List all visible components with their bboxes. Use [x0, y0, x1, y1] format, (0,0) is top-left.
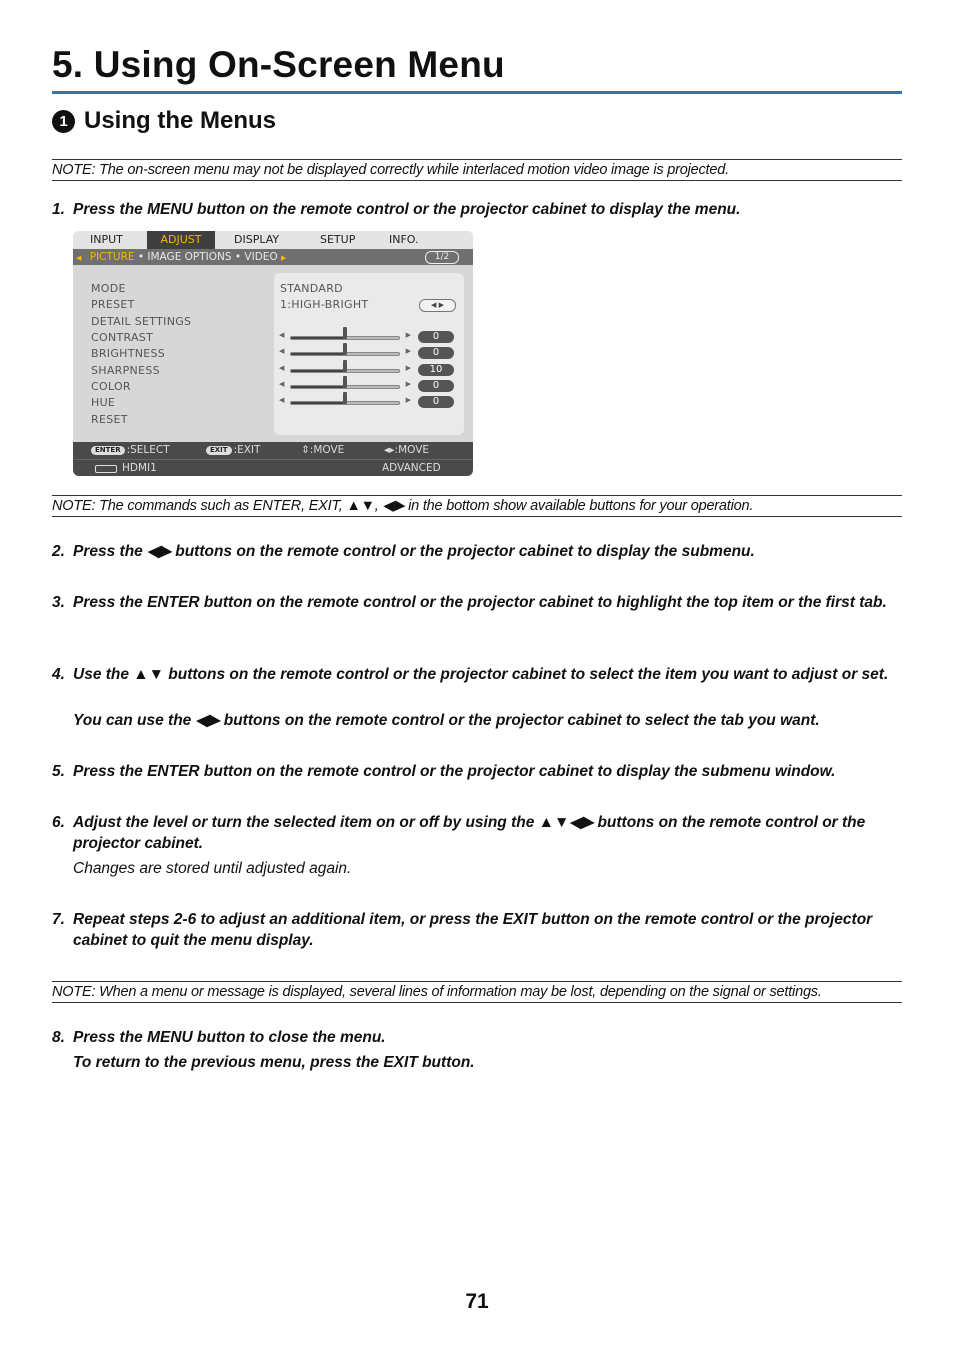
osd-guide-move-updown: ⇕:MOVE — [301, 444, 345, 456]
osd-item-detail-settings: DETAIL SETTINGS — [91, 315, 192, 328]
osd-slider-color — [279, 381, 411, 391]
note-information-loss: NOTE: When a menu or message is displayed, several lines of information may be lost, depending on the signal or settings. — [52, 981, 902, 1003]
right-arrow-icon: ▶ — [405, 364, 411, 372]
step-1 — [52, 199, 902, 220]
chapter-title: 5. Using On-Screen Menu — [52, 44, 505, 85]
osd-tab-bar — [73, 231, 473, 249]
osd-slider-sharpness — [279, 365, 411, 375]
step-text: Press the ENTER button on the remote control or the projector cabinet to highlight the top item or the first tab. — [73, 594, 887, 611]
exit-key-icon: EXIT — [206, 446, 232, 455]
osd-source: HDMI1 — [122, 462, 157, 474]
osd-subtab-others: • IMAGE OPTIONS • VIDEO — [137, 251, 278, 263]
slider-knob — [343, 392, 347, 404]
left-arrow-icon: ◀ — [279, 396, 285, 404]
osd-subtab-bar — [73, 249, 473, 265]
step-5 — [52, 761, 902, 782]
left-arrow-icon: ◀ — [279, 331, 285, 339]
note-commands: NOTE: The commands such as ENTER, EXIT, ▲▼, ◀▶ in the bottom show available buttons for your operation. — [52, 495, 902, 517]
left-arrow-icon: ◀ — [279, 347, 285, 355]
slider-fill — [291, 402, 345, 404]
osd-brightness-value: 0 — [418, 347, 454, 359]
right-arrow-icon: ▶ — [405, 347, 411, 355]
osd-sharpness-value: 10 — [418, 364, 454, 376]
step-number: 7. — [52, 911, 65, 928]
step-number: 5. — [52, 763, 65, 780]
osd-item-preset: PRESET — [91, 298, 135, 311]
section-title — [52, 107, 276, 135]
osd-color-value: 0 — [418, 380, 454, 392]
step-number: 4. — [52, 666, 65, 683]
slider-fill — [291, 370, 345, 372]
osd-mode-value: STANDARD — [280, 282, 343, 295]
page-number: 71 — [465, 1290, 489, 1313]
hdmi-icon — [95, 465, 117, 473]
step-number: 1. — [52, 201, 65, 218]
step-text: Press the MENU button on the remote control or the projector cabinet to display the menu. — [73, 201, 741, 218]
osd-item-hue: HUE — [91, 396, 116, 409]
osd-tab-setup: SETUP — [320, 233, 356, 246]
step-text: Press the ◀▶ buttons on the remote control or the projector cabinet to display the submenu. — [73, 543, 755, 560]
step-4-subtext: You can use the ◀▶ buttons on the remote control or the projector cabinet to select the tab you want. — [73, 712, 820, 729]
osd-guide-select: ENTER :SELECT — [91, 442, 170, 459]
right-arrow-icon: ▶ — [405, 380, 411, 388]
left-arrow-icon: ◀ — [279, 364, 285, 372]
osd-tab-info: INFO. — [389, 233, 419, 246]
osd-preset-value: 1:HIGH-BRIGHT — [280, 298, 369, 311]
right-arrow-icon: ▶ — [405, 331, 411, 339]
step-number: 3. — [52, 594, 65, 611]
step-7 — [52, 909, 902, 951]
step-text: Repeat steps 2-6 to adjust an additional item, or press the EXIT button on the remote control or the projector cabinet to quit the menu display. — [73, 911, 873, 949]
slider-knob — [343, 376, 347, 388]
right-arrow-icon: ▶ — [405, 396, 411, 404]
right-arrow-icon: ▶ — [281, 254, 287, 262]
section-number-bullet: 1 — [52, 110, 75, 133]
slider-fill — [291, 386, 345, 388]
note-interlaced: NOTE: The on-screen menu may not be displayed correctly while interlaced motion video image is projected. — [52, 159, 902, 181]
osd-page-indicator: 1/2 — [425, 251, 459, 264]
osd-menu-mode: ADVANCED — [382, 462, 441, 474]
step-number: 2. — [52, 543, 65, 560]
slider-knob — [343, 327, 347, 339]
step-6 — [52, 812, 902, 854]
step-2 — [52, 541, 902, 562]
osd-subtab-picture: PICTURE — [89, 251, 135, 263]
osd-tab-adjust: ADJUST — [147, 231, 215, 249]
osd-item-mode: MODE — [91, 282, 126, 295]
osd-item-sharpness: SHARPNESS — [91, 364, 160, 377]
left-arrow-icon: ◀ — [279, 380, 285, 388]
step-text: Adjust the level or turn the selected item on or off by using the ▲▼◀▶ buttons on the remote control or the projector cabinet. — [73, 814, 866, 852]
osd-item-color: COLOR — [91, 380, 131, 393]
enter-key-icon: ENTER — [91, 446, 125, 455]
step-8-subtext: To return to the previous menu, press the EXIT button. — [73, 1054, 475, 1071]
osd-tab-input: INPUT — [90, 233, 123, 246]
osd-guide-exit: EXIT :EXIT — [206, 442, 260, 459]
left-arrow-icon: ◀ — [76, 254, 82, 262]
step-text: Press the MENU button to close the menu. — [73, 1029, 386, 1046]
step-4 — [52, 664, 902, 685]
osd-slider-brightness — [279, 348, 411, 358]
step-8 — [52, 1027, 902, 1048]
osd-status-bar — [73, 459, 473, 476]
step-text: Use the ▲▼ buttons on the remote control or the projector cabinet to select the item you want to adjust or set. — [73, 666, 889, 683]
osd-slider-contrast — [279, 332, 411, 342]
left-right-arrows-icon: ◀ ▶ — [419, 299, 456, 312]
osd-item-reset: RESET — [91, 413, 128, 426]
osd-item-brightness: BRIGHTNESS — [91, 347, 166, 360]
osd-hue-value: 0 — [418, 396, 454, 408]
osd-slider-hue — [279, 397, 411, 407]
step-number: 6. — [52, 814, 65, 831]
section-title-text: Using the Menus — [84, 107, 277, 134]
slider-fill — [291, 337, 345, 339]
chapter-rule — [52, 91, 902, 94]
osd-item-contrast: CONTRAST — [91, 331, 154, 344]
slider-fill — [291, 353, 345, 355]
slider-knob — [343, 360, 347, 372]
osd-tab-display: DISPLAY — [234, 233, 280, 246]
step-number: 8. — [52, 1029, 65, 1046]
osd-button-guide — [73, 442, 473, 459]
step-6-subtext: Changes are stored until adjusted again. — [73, 860, 352, 877]
osd-contrast-value: 0 — [418, 331, 454, 343]
step-3 — [52, 592, 902, 613]
slider-knob — [343, 343, 347, 355]
osd-menu-screenshot — [73, 231, 473, 476]
step-text: Press the ENTER button on the remote control or the projector cabinet to display the submenu window. — [73, 763, 836, 780]
osd-guide-move-leftright: ◂▸:MOVE — [384, 444, 430, 456]
